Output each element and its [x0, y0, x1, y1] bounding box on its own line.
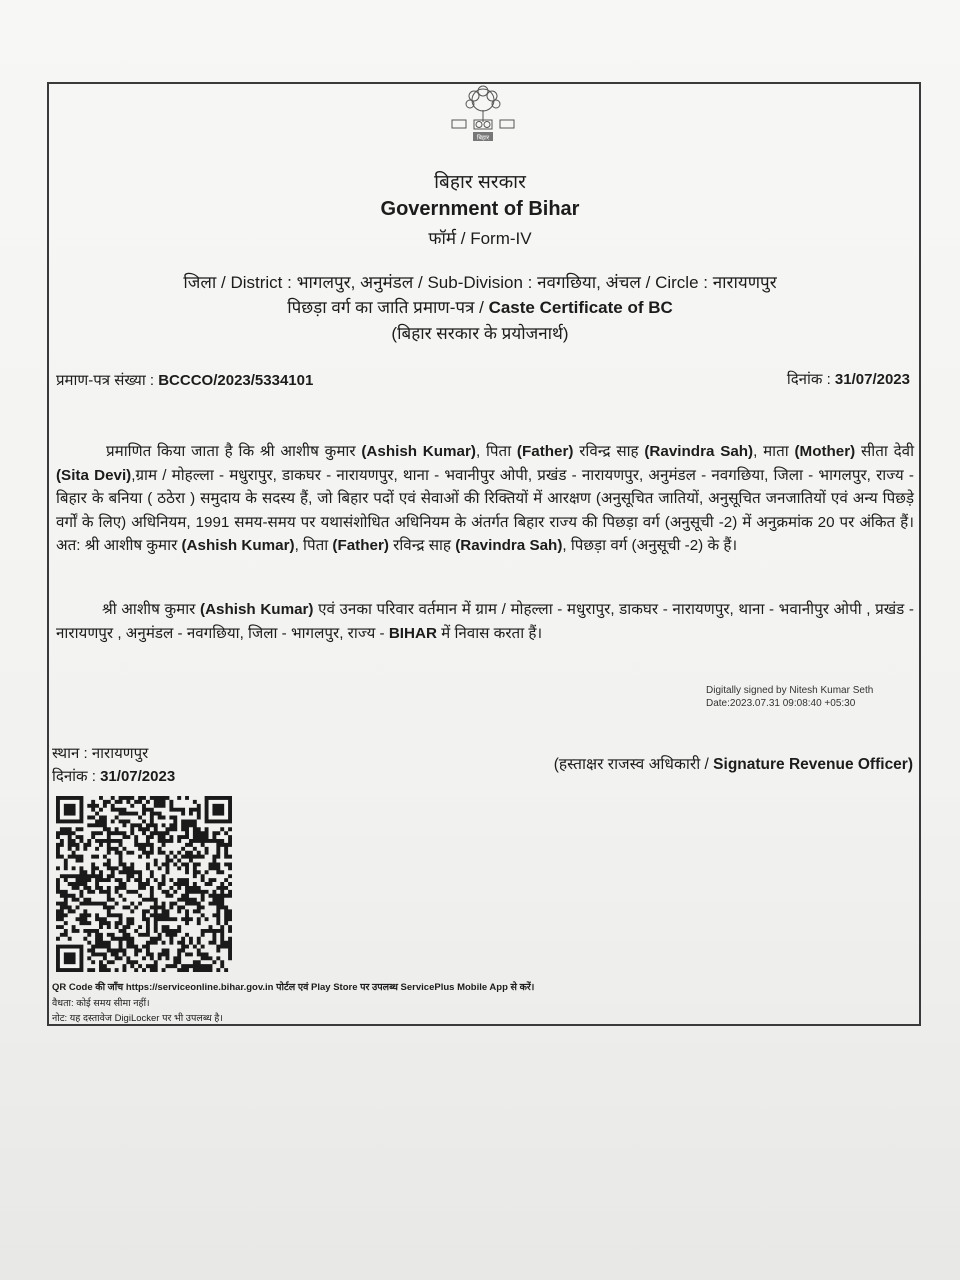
- signature-label-hindi: (हस्ताक्षर राजस्व अधिकारी /: [553, 756, 709, 773]
- father-name-english: (Ravindra Sah): [455, 537, 563, 554]
- certificate-title-english: Caste Certificate of BC: [488, 298, 673, 317]
- state-english: BIHAR: [388, 624, 437, 642]
- govt-title-english: Government of Bihar: [380, 198, 580, 220]
- certificate-number-value: BCCCO/2023/5334101: [158, 372, 314, 389]
- govt-title-hindi: बिहार सरकार: [434, 172, 526, 193]
- bihar-emblem-icon: [446, 84, 520, 146]
- certificate-title-hindi: पिछड़ा वर्ग का जाति प्रमाण-पत्र /: [287, 298, 484, 317]
- circle-label: अंचल / Circle :: [605, 273, 708, 292]
- form-label: फॉर्म / Form-IV: [428, 229, 532, 248]
- qr-finder-pattern: [56, 796, 83, 823]
- name-english: (Ashish Kumar): [181, 537, 295, 554]
- relation-english: (Mother): [794, 443, 856, 460]
- certificate-purpose: (बिहार सरकार के प्रयोजनार्थ): [391, 324, 569, 343]
- digital-signature-date: Date:2023.07.31 09:08:40 +05:30: [706, 698, 856, 709]
- digital-signature-signer: Digitally signed by Nitesh Kumar Seth: [706, 685, 874, 696]
- subdivision-label: अनुमंडल / Sub-Division :: [360, 273, 533, 292]
- text-run: एवं उनका परिवार वर्तमान में ग्राम / मोहल्ला - मधुरापुर, डाकघर - नारायणपुर, थाना - भवानीपुर ओपी , प्रखंड - नारायणपुर , अनुमंडल - नवगछिया, जिला - भागलपुर, राज्य -: [56, 601, 914, 642]
- issue-place-label: स्थान :: [52, 745, 88, 762]
- qr-verification-note: QR Code की जाँच https://serviceonline.bihar.gov.in पोर्टल एवं Play Store पर उपलब्ध ServicePlus Mobile App से करें।: [52, 982, 535, 993]
- text-run: श्री आशीष कुमार: [102, 601, 201, 618]
- issue-date-label: दिनांक :: [52, 768, 96, 785]
- location-line: [0, 270, 960, 293]
- text-run: , पिछड़ा वर्ग (अनुसूची -2) के हैं।: [562, 537, 738, 554]
- certificate-number: [56, 370, 313, 390]
- certificate-date-label: दिनांक :: [786, 371, 831, 388]
- issue-date: [52, 766, 175, 786]
- relation-english: (Father): [516, 443, 574, 460]
- issue-place-value: नारायणपुर: [91, 745, 149, 762]
- qr-code-icon: [56, 796, 234, 972]
- text-run: में निवास करता हैं।: [436, 624, 543, 642]
- circle-value: नारायणपुर: [712, 273, 777, 292]
- signature-revenue-officer: [554, 752, 913, 774]
- digilocker-note: नोट: यह दस्तावेज DigiLocker पर भी उपलब्ध है।: [52, 1013, 223, 1024]
- certificate-body-paragraph-2: [56, 598, 914, 645]
- digital-signature: [706, 684, 873, 710]
- text-run: सीता देवी: [855, 443, 915, 460]
- certificate-body-paragraph-1: [56, 440, 914, 558]
- text-run: रविन्द्र साह: [388, 537, 456, 554]
- issue-place: [52, 743, 148, 763]
- text-run: ,ग्राम / मोहल्ला - मधुरापुर, डाकघर - नारायणपुर, थाना - भवानीपुर ओपी, प्रखंड - नारायणपुर, अनुमंडल - नवगछिया, जिला - भागलपुर, राज्य - बिहार के बनिया ( ठठेरा ) समुदाय के सदस्य हैं, जो बिहार पदों एवं सेवाओं की रिक्तियों में आरक्षण (अनुसूचित जातियों, अनुसूचित जनजातियों एवं अन्य पिछड़े वर्गों के लिए) अधिनियम, 1991 समय-समय पर यथासंशोधित अधिनियम के अंतर्गत बिहार राज्य की पिछड़ा वर्ग (अनुसूची -2) में अनुक्रमांक 20 पर अंकित हैं। अत: श्री आशीष कुमार: [56, 466, 914, 554]
- district-label: जिला / District :: [183, 273, 292, 292]
- validity-note: वैधता: कोई समय सीमा नहीं।: [52, 998, 150, 1009]
- name-english: (Ashish Kumar): [361, 443, 476, 460]
- certificate-number-label: प्रमाण-पत्र संख्या :: [56, 372, 155, 389]
- name-english: (Ashish Kumar): [200, 601, 314, 618]
- relation-english: (Father): [332, 537, 389, 554]
- certificate-date: [787, 369, 910, 389]
- certificate-title: [0, 295, 960, 318]
- text-run: , पिता: [294, 537, 333, 554]
- district-value: भागलपुर,: [296, 273, 356, 292]
- qr-finder-pattern: [205, 796, 232, 823]
- text-run: , पिता: [475, 443, 517, 460]
- mother-name-english: (Sita Devi): [56, 466, 132, 484]
- text-run: प्रमाणित किया जाता है कि श्री आशीष कुमार: [106, 443, 362, 460]
- text-run: , माता: [753, 443, 795, 460]
- text-run: रविन्द्र साह: [573, 443, 645, 460]
- subdivision-value: नवगछिया,: [537, 273, 601, 292]
- emblem-label: बिहार: [476, 134, 490, 142]
- qr-finder-pattern: [56, 945, 83, 972]
- issue-date-value: 31/07/2023: [100, 768, 176, 785]
- father-name-english: (Ravindra Sah): [644, 443, 754, 460]
- signature-label-english: Signature Revenue Officer): [713, 756, 913, 773]
- certificate-date-value: 31/07/2023: [834, 371, 910, 388]
